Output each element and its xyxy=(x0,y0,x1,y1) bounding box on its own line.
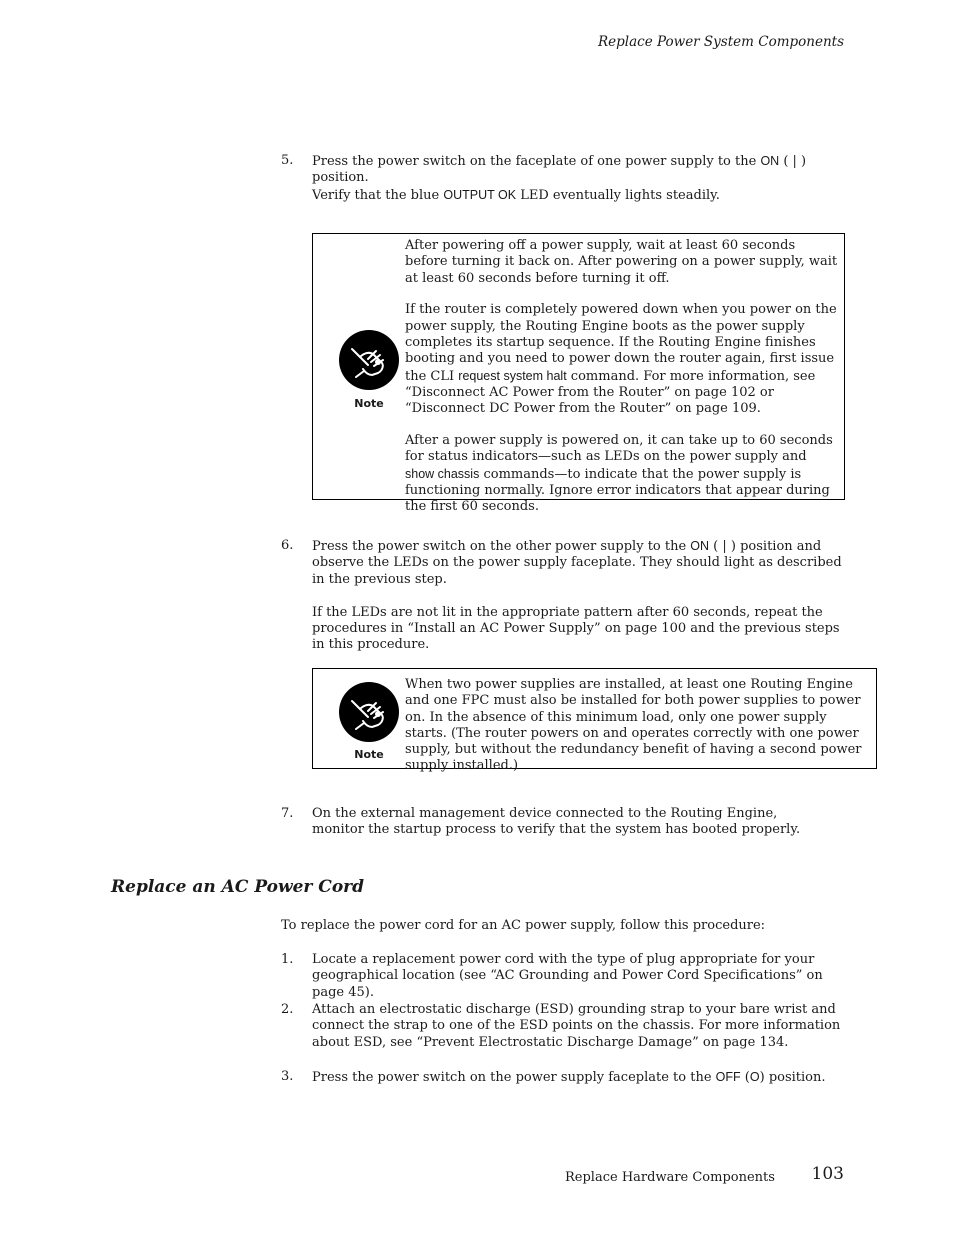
text-run: LED eventually lights steadily. xyxy=(516,187,720,203)
text-run: Verify that the blue xyxy=(312,187,444,203)
pointing-hand-icon xyxy=(338,681,400,743)
step-text xyxy=(312,1069,845,1086)
text-run: command. For more information, see “Disconnect AC Power from the Router” on page 102 or “Disconnect DC Power from the Router” on page 109. xyxy=(405,368,816,417)
text-run: Press the power switch on the power supply faceplate to the xyxy=(312,1070,716,1085)
code-label: ON xyxy=(760,154,780,168)
step-text xyxy=(312,153,845,204)
note-text xyxy=(405,238,839,515)
text-run: ) position. xyxy=(759,1070,826,1085)
note-label: Note xyxy=(354,748,384,761)
step-text xyxy=(312,538,845,654)
page-number: 103 xyxy=(811,1164,844,1184)
note-text: When two power supplies are installed, at least one Routing Engine and one FPC must also be installed for both power supplies to power on. In the absence of this minimum load, only one power supply starts. (The router powers on and operates correctly with one power supply, but without the redundancy benefit of having a second power supply installed.) xyxy=(405,677,862,774)
text-run: After a power supply is powered on, it can take up to 60 seconds for status indicators—such as LEDs on the power supply and xyxy=(405,432,833,465)
step-number: 6. xyxy=(281,538,294,553)
step-paragraph xyxy=(312,538,845,588)
step-number: 1. xyxy=(281,952,294,967)
text-run: commands—to indicate that the power supply is functioning normally. Ignore error indicators that appear during the first 60 seconds. xyxy=(405,466,830,515)
code-label: O xyxy=(749,1070,760,1084)
note-paragraph xyxy=(405,433,839,515)
step-number: 3. xyxy=(281,1069,294,1084)
step-text: Locate a replacement power cord with the type of plug appropriate for your geographical location (see “AC Grounding and Power Cord Specifications” on page 45). xyxy=(312,952,823,1000)
cli-command: show chassis xyxy=(405,466,480,481)
footer-chapter: Replace Hardware Components xyxy=(565,1170,775,1185)
note-label: Note xyxy=(354,397,384,410)
text-run: ( xyxy=(740,1070,750,1085)
section-heading: Replace an AC Power Cord xyxy=(111,877,365,897)
note-paragraph xyxy=(405,302,839,417)
text-run: Press the power switch on the other power supply to the xyxy=(312,539,691,554)
step-text: Attach an electrostatic discharge (ESD) grounding strap to your bare wrist and connect the strap to one of the ESD points on the chassis. For more information about ESD, see “Prevent Electrostatic Discharge Damage” on page 134. xyxy=(312,1002,841,1050)
text-run: ( | ) position. xyxy=(312,154,807,186)
step-text: On the external management device connected to the Routing Engine, monitor the startup process to verify that the system has booted properly. xyxy=(312,806,801,838)
code-label: OFF xyxy=(715,1070,741,1084)
text-run: Press the power switch on the faceplate of one power supply to the xyxy=(312,154,761,169)
step-number: 2. xyxy=(281,1002,294,1017)
section-intro: To replace the power cord for an AC power supply, follow this procedure: xyxy=(281,918,766,933)
step-paragraph: If the LEDs are not lit in the appropriate pattern after 60 seconds, repeat the procedures in “Install an AC Power Supply” on page 100 and the previous steps in this procedure. xyxy=(312,604,840,653)
note-paragraph: After powering off a power supply, wait at least 60 seconds before turning it back on. After powering on a power supply, wait at least 60 seconds before turning it off. xyxy=(405,238,838,286)
step-number: 7. xyxy=(281,806,294,821)
running-header: Replace Power System Components xyxy=(597,34,844,50)
code-label: OUTPUT OK xyxy=(443,187,517,202)
code-label: ON xyxy=(690,539,710,553)
step-number: 5. xyxy=(281,153,294,168)
pointing-hand-icon xyxy=(338,329,400,391)
text-run: If the router is completely powered down when you power on the power supply, the Routing Engine boots as the power supply completes its startup sequence. If the Routing Engine finishes booting and you need to power down the router again, first issue the CLI xyxy=(405,302,837,384)
cli-command: request system halt xyxy=(458,368,567,383)
text-run: ( | ) position and observe the LEDs on the power supply faceplate. They should light as described in the previous step. xyxy=(312,539,842,587)
